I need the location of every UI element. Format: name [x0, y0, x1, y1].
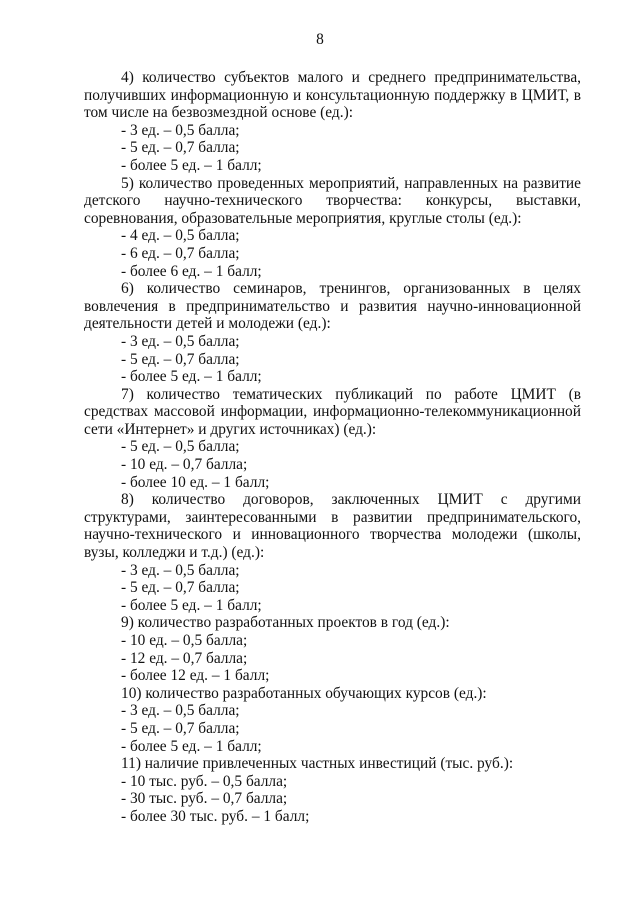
criterion-5-text: 5) количество проведенных мероприятий, направленных на развитие детского научно-технического творчества: конкурсы, выставки, соревнования, образовательные мероприятия, круглые столы (ед.): — [84, 174, 581, 227]
criterion-11-option-1: - 10 тыс. руб. – 0,5 балла; — [121, 772, 288, 790]
criterion-10-text: 10) количество разработанных обучающих курсов (ед.): — [121, 684, 487, 702]
criterion-6-option-3: - более 5 ед. – 1 балл; — [121, 368, 262, 386]
criterion-11-option-2: - 30 тыс. руб. – 0,7 балла; — [121, 790, 288, 808]
criterion-4-option-3: - более 5 ед. – 1 балл; — [121, 156, 262, 174]
criterion-8-text: 8) количество договоров, заключенных ЦМИТ с другими структурами, заинтересованными в развитии предпринимательского, научно-технического и инновационного творчества молодежи (школы, вузы, колледжи и т.д.) (ед.): — [84, 491, 581, 562]
criterion-8-option-2: - 5 ед. – 0,7 балла; — [121, 579, 240, 597]
criterion-9-option-2: - 12 ед. – 0,7 балла; — [121, 649, 248, 667]
criterion-11-text: 11) наличие привлеченных частных инвестиций (тыс. руб.): — [121, 755, 514, 773]
criterion-9-option-3: - более 12 ед. – 1 балл; — [121, 667, 270, 685]
criterion-4-option-1: - 3 ед. – 0,5 балла; — [121, 121, 240, 139]
criterion-9-text: 9) количество разработанных проектов в год (ед.): — [121, 614, 450, 632]
criterion-4-option-2: - 5 ед. – 0,7 балла; — [121, 139, 240, 157]
criterion-10-option-1: - 3 ед. – 0,5 балла; — [121, 702, 240, 720]
criterion-7-option-3: - более 10 ед. – 1 балл; — [121, 473, 270, 491]
page-number: 8 — [316, 31, 324, 48]
criterion-10-option-2: - 5 ед. – 0,7 балла; — [121, 719, 240, 737]
criterion-5-option-3: - более 6 ед. – 1 балл; — [121, 262, 262, 280]
document-body — [84, 69, 581, 826]
criterion-5-option-1: - 4 ед. – 0,5 балла; — [121, 227, 240, 245]
criterion-8-option-1: - 3 ед. – 0,5 балла; — [121, 561, 240, 579]
criterion-7-option-2: - 10 ед. – 0,7 балла; — [121, 456, 248, 474]
criterion-7-option-1: - 5 ед. – 0,5 балла; — [121, 438, 240, 456]
criterion-5-option-2: - 6 ед. – 0,7 балла; — [121, 244, 240, 262]
criterion-6-text: 6) количество семинаров, тренингов, организованных в целях вовлечения в предпринимательство и развития научно-инновационной деятельности детей и молодежи (ед.): — [84, 280, 581, 333]
criterion-8-option-3: - более 5 ед. – 1 балл; — [121, 596, 262, 614]
criterion-9-option-1: - 10 ед. – 0,5 балла; — [121, 632, 248, 649]
criterion-10-option-3: - более 5 ед. – 1 балл; — [121, 737, 262, 755]
criterion-7-text: 7) количество тематических публикаций по работе ЦМИТ (в средствах массовой информации, информационно-телекоммуникационной сети «Интернет» и других источниках) (ед.): — [84, 385, 581, 438]
criterion-6-option-1: - 3 ед. – 0,5 балла; — [121, 332, 240, 350]
criterion-4-text: 4) количество субъектов малого и среднего предпринимательства, получивших информационную и консультационную поддержку в ЦМИТ, в том числе на безвозмездной основе (ед.): — [84, 69, 581, 122]
criterion-6-option-2: - 5 ед. – 0,7 балла; — [121, 350, 240, 368]
criterion-11-option-3: - более 30 тыс. руб. – 1 балл; — [121, 807, 310, 825]
